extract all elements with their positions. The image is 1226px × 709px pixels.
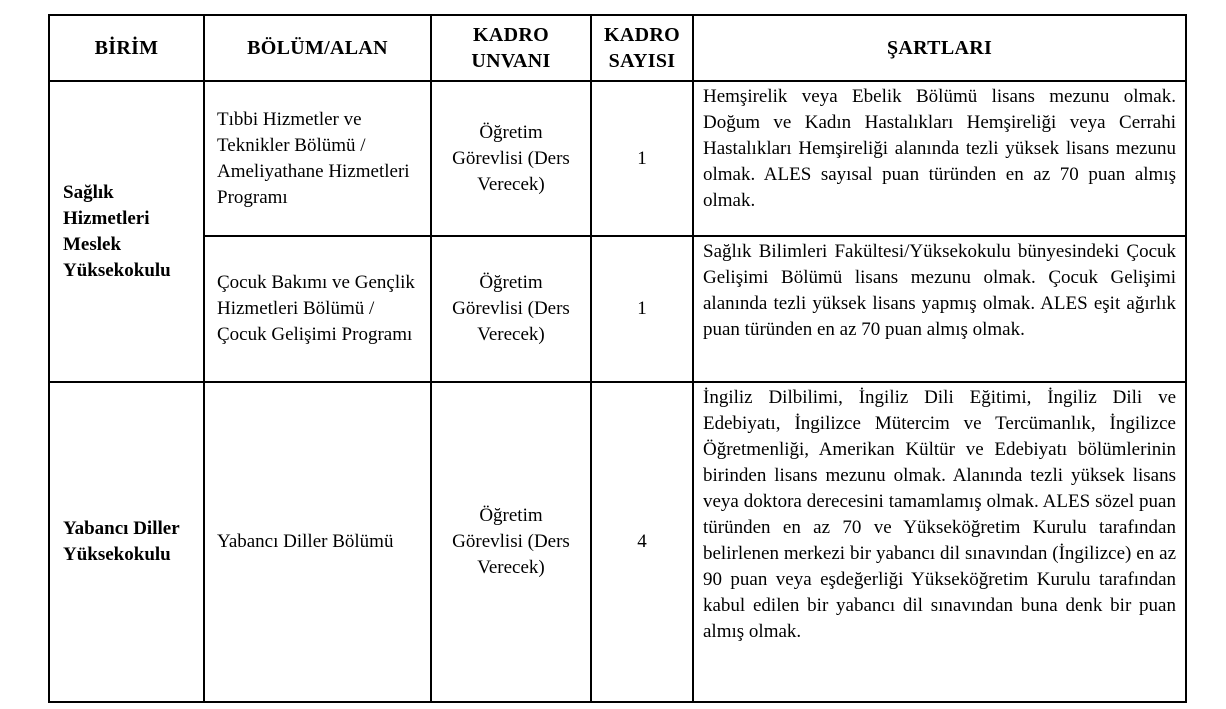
- table-header-row: [49, 15, 1186, 81]
- position-title-cell: Öğretim Görevlisi (Ders Verecek): [431, 382, 591, 702]
- unit-cell: Sağlık Hizmetleri Meslek Yüksekokulu: [49, 81, 204, 382]
- header-kadro-unvani: KADRO UNVANI: [431, 15, 591, 81]
- header-sartlari: ŞARTLARI: [693, 15, 1186, 81]
- position-count-cell: 4: [591, 382, 693, 702]
- position-count-cell: 1: [591, 236, 693, 382]
- position-count-cell: 1: [591, 81, 693, 236]
- announcement-table-wrapper: [48, 14, 1187, 703]
- position-announcement-table: [48, 14, 1187, 703]
- position-title-cell: Öğretim Görevlisi (Ders Verecek): [431, 81, 591, 236]
- header-kadro-sayisi: KADRO SAYISI: [591, 15, 693, 81]
- table-row: [49, 382, 1186, 702]
- position-title-cell: Öğretim Görevlisi (Ders Verecek): [431, 236, 591, 382]
- unit-cell: Yabancı Diller Yüksekokulu: [49, 382, 204, 702]
- requirements-cell: Sağlık Bilimleri Fakültesi/Yüksekokulu bünyesindeki Çocuk Gelişimi Bölümü lisans mezunu olmak. Çocuk Gelişimi alanında tezli yüksek lisans yapmış olmak. ALES eşit ağırlık puan türünden en az 70 puan almış olmak.: [693, 236, 1186, 382]
- requirements-cell: İngiliz Dilbilimi, İngiliz Dili Eğitimi, İngiliz Dili ve Edebiyatı, İngilizce Mütercim ve Tercümanlık, İngilizce Öğretmenliği, Amerikan Kültür ve Edebiyatı bölümlerinin birinden lisans mezunu olmak. Alanında tezli yüksek lisans veya doktora derecesini tamamlamış olmak. ALES sözel puan türünden en az 70 ve Yükseköğretim Kurulu tarafından belirlenen merkezi bir yabancı dil sınavından (İngilizce) en az 90 puan veya eşdeğerliği Yükseköğretim Kurulu tarafından kabul edilen bir yabancı dil sınavından buna denk bir puan almış olmak.: [693, 382, 1186, 702]
- header-bolum-alan: BÖLÜM/ALAN: [204, 15, 431, 81]
- requirements-cell: Hemşirelik veya Ebelik Bölümü lisans mezunu olmak. Doğum ve Kadın Hastalıkları Hemşireliği veya Cerrahi Hastalıkları Hemşireliği alanında tezli yüksek lisans mezunu olmak. ALES sayısal puan türünden en az 70 puan almış olmak.: [693, 81, 1186, 236]
- department-cell: Tıbbi Hizmetler ve Teknikler Bölümü / Ameliyathane Hizmetleri Programı: [204, 81, 431, 236]
- department-cell: Yabancı Diller Bölümü: [204, 382, 431, 702]
- department-cell: Çocuk Bakımı ve Gençlik Hizmetleri Bölümü / Çocuk Gelişimi Programı: [204, 236, 431, 382]
- table-row: [49, 236, 1186, 382]
- table-row: [49, 81, 1186, 236]
- header-birim: BİRİM: [49, 15, 204, 81]
